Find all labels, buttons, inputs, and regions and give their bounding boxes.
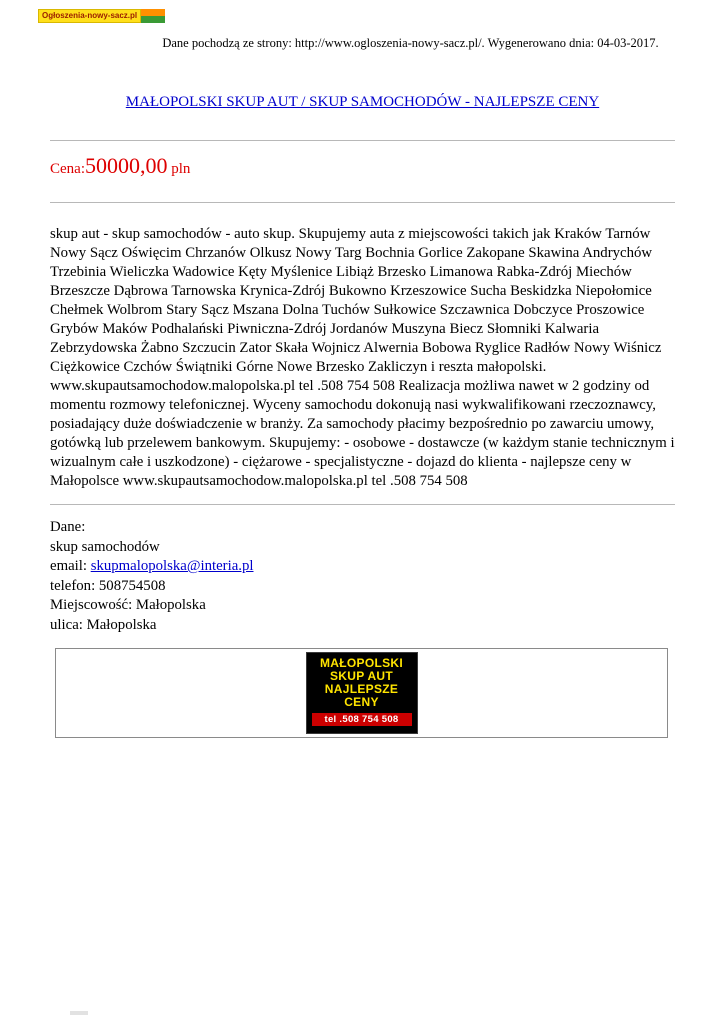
ad-banner-image bbox=[306, 652, 418, 734]
banner-text-line: NAJLEPSZE bbox=[324, 682, 399, 696]
street-line bbox=[50, 616, 675, 636]
footer-mark bbox=[70, 1011, 88, 1015]
contact-details bbox=[50, 518, 675, 635]
logo-badge-top bbox=[141, 9, 165, 16]
logo-badge-bottom bbox=[141, 16, 165, 23]
price-line bbox=[50, 153, 675, 182]
phone-line bbox=[50, 577, 675, 597]
site-logo[interactable] bbox=[38, 9, 165, 23]
email-line bbox=[50, 557, 675, 577]
phone-value: 508754508 bbox=[98, 577, 166, 594]
street-label: ulica: bbox=[50, 616, 87, 633]
divider-after-price bbox=[50, 202, 675, 203]
banner-text-line: MAŁOPOLSKI bbox=[320, 656, 403, 670]
divider-top bbox=[50, 140, 675, 141]
price-currency: pln bbox=[167, 161, 191, 177]
city-label: Miejscowość: bbox=[50, 597, 136, 613]
site-logo-text: Ogłoszenia-nowy-sacz.pl bbox=[38, 9, 141, 23]
ad-image-frame bbox=[55, 648, 668, 738]
street-value: Małopolska bbox=[86, 616, 157, 633]
banner-phone-line: tel .508 754 508 bbox=[312, 713, 412, 726]
source-line: Dane pochodzą ze strony: http://www.ogloszenia-nowy-sacz.pl/. Wygenerowano dnia: 04-03-2017. bbox=[162, 36, 659, 50]
ad-description: skup aut - skup samochodów - auto skup. Skupujemy auta z miejscowości takich jak Kraków Tarnów Nowy Sącz Oświęcim Chrzanów Olkusz Nowy Targ Bochnia Gorlice Zakopane Skawina Andrychów Trzebinia Wieliczka Wadowice Kęty Myślenice Libiąż Brzesko Limanowa Rabka-Zdrój Miechów Brzeszcze Dąbrowa Tarnowska Krynica-Zdrój Bukowno Krzeszowice Sucha Beskidzka Niepołomice Chełmek Wolbrom Stary Sącz Mszana Dolna Tuchów Sułkowice Szczawnica Dobczyce Proszowice Grybów Maków Podhalański Piwniczna-Zdrój Jordanów Muszyna Biecz Słomniki Kalwaria Zebrzydowska Żabno Szczucin Zator Skała Wojnicz Alwernia Bobowa Ryglice Radłów Nowy Wiśnicz Ciężkowice Czchów Świątniki Górne Nowe Brzesko Zakliczyn i reszta małopolski. www.skupautsamochodow.malopolska.pl tel .508 754 508 Realizacja możliwa nawet w 2 godziny od momentu rozmowy telefonicznej. Wyceny samochodu dokonują nasi wykwalifikowani rzeczoznawcy, posiadający duże doświadczenie w branży. Za samochody płacimy bezpośrednio po zawarciu umowy, gotówką lub przelewem bankowym. Skupujemy: - osobowe - dostawcze (w każdym stanie technicznym i wizualnym całe i uszkodzone) - ciężarowe - specjalistyczne - dojazd do klienta - najlepsze ceny w Małopolsce www.skupautsamochodow.malopolska.pl tel .508 754 508 bbox=[50, 226, 675, 489]
price-amount: 50000,00 bbox=[85, 153, 168, 178]
divider-after-description bbox=[50, 504, 675, 505]
email-link[interactable]: skupmalopolska@interia.pl bbox=[90, 558, 254, 574]
city-line bbox=[50, 596, 675, 616]
phone-label: telefon: bbox=[50, 577, 99, 594]
price-label: Cena: bbox=[50, 161, 85, 177]
seller-name: skup samochodów bbox=[50, 538, 160, 555]
city-value: Małopolska bbox=[135, 597, 206, 613]
details-heading: Dane: bbox=[50, 519, 86, 535]
banner-text-line: CENY bbox=[344, 695, 379, 709]
ad-title-link[interactable]: MAŁOPOLSKI SKUP AUT / SKUP SAMOCHODÓW - NAJLEPSZE CENY bbox=[125, 94, 600, 110]
banner-text-line: SKUP AUT bbox=[329, 669, 394, 683]
site-logo-badge bbox=[141, 9, 165, 23]
email-label: email: bbox=[50, 558, 91, 574]
title-row bbox=[50, 93, 675, 111]
